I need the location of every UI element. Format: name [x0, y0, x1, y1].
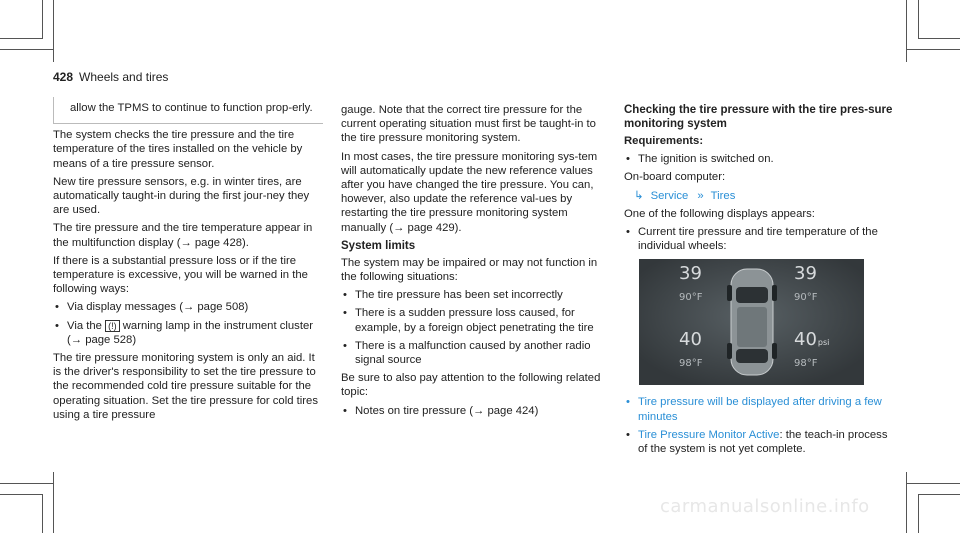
paragraph: One of the following displays appears:: [624, 207, 815, 220]
crop-mark: [0, 38, 42, 39]
crop-mark: [906, 472, 907, 533]
column-3: [624, 103, 896, 460]
section-title: Wheels and tires: [79, 70, 169, 84]
bullet-text: : the teach-in process of the system is not yet complete.: [638, 428, 888, 456]
crop-mark: [53, 0, 54, 62]
menu-path: [624, 189, 896, 203]
link-monitor-active[interactable]: Tire Pressure Monitor Active: [638, 428, 780, 441]
tire-pressure-display: [639, 259, 864, 385]
bullet-item: • Current tire pressure and tire temperature of the individual wheels:: [624, 225, 896, 253]
bullet-item: • Via display messages (→ page 508): [53, 300, 323, 314]
crop-mark: [918, 494, 960, 495]
crop-mark: [906, 49, 960, 50]
pressure-unit: psi: [817, 338, 830, 348]
double-chevron-icon: »: [697, 189, 704, 202]
watermark: carmanualsonline.info: [660, 496, 870, 517]
rear-right-pressure-value: 40: [794, 329, 817, 351]
front-right-pressure: 39: [794, 263, 817, 285]
paragraph: The tire pressure and the tire temperature appear in the multifunction display (→ page 428).: [53, 222, 313, 249]
front-left-temperature: 90°F: [679, 292, 703, 304]
crop-mark: [918, 494, 919, 533]
bullet-text: warning lamp in the instrument cluster (→ page 528): [67, 319, 313, 346]
paragraph: gauge. Note that the correct tire pressure for the current operating situation must first be taught-in to the tire pressure monitoring system.: [341, 104, 596, 145]
bullet-item: • The tire pressure has been set incorrectly: [341, 288, 606, 302]
section-heading: Checking the tire pressure with the tire pres-sure monitoring system: [624, 104, 893, 130]
requirements-label: Requirements:: [624, 135, 704, 147]
menu-tires[interactable]: Tires: [710, 189, 736, 202]
crop-mark: [0, 483, 54, 484]
crop-mark: [53, 472, 54, 533]
crop-mark: [42, 0, 43, 39]
crop-mark: [0, 494, 42, 495]
bullet-item: • Notes on tire pressure (→ page 424): [341, 404, 606, 418]
rear-right-pressure: [794, 329, 830, 351]
bullet-text: Via the: [67, 319, 102, 332]
paragraph: In most cases, the tire pressure monitoring sys-tem will automatically update the new reference values after you have changed the tire pressure. You can, however, also update the reference val-ues by restarting the tire pressure monitoring system manually (→ page 429).: [341, 150, 598, 234]
section-heading: System limits: [341, 239, 416, 252]
crop-mark: [42, 494, 43, 533]
paragraph: New tire pressure sensors, e.g. in winter tires, are automatically taught-in during the first jour-ney they are used.: [53, 175, 310, 217]
column-1: [53, 97, 323, 426]
menu-arrow-icon: ↳: [634, 189, 644, 202]
paragraph: The tire pressure monitoring system is only an aid. It is the driver's responsibility to set the tire pressure to the recommended cold tire pressure suitable for the operating situation. Set the tire pressure for cold tires using a tire pressure: [53, 352, 318, 421]
crop-mark: [906, 483, 960, 484]
bullet-item: • There is a sudden pressure loss caused, for example, by a foreign object penetrating the tire: [341, 306, 606, 334]
rear-left-pressure: 40: [679, 329, 702, 351]
paragraph: Be sure to also pay attention to the following related topic:: [341, 372, 601, 399]
car-top-view-icon: [727, 267, 777, 377]
front-left-pressure: 39: [679, 263, 702, 285]
note-continuation: allow the TPMS to continue to function prop-erly.: [53, 97, 323, 124]
computer-label: On-board computer:: [624, 171, 726, 184]
crop-mark: [0, 49, 54, 50]
crop-mark: [906, 0, 907, 62]
bullet-item: • There is a malfunction caused by another radio signal source: [341, 339, 606, 367]
tire-warning-icon: (!): [105, 320, 120, 332]
link-pressure-after-driving[interactable]: • Tire pressure will be displayed after driving a few minutes: [624, 395, 896, 423]
rear-right-temperature: 98°F: [794, 358, 818, 370]
paragraph: If there is a substantial pressure loss or if the tire temperature is excessive, you will be warned in the following ways:: [53, 254, 308, 296]
rear-left-temperature: 98°F: [679, 358, 703, 370]
bullet-item: [624, 428, 896, 456]
column-2: [341, 103, 606, 422]
bullet-item: [53, 319, 323, 347]
crop-mark: [918, 38, 960, 39]
paragraph: The system checks the tire pressure and the tire temperature of the tires installed on the vehicle by means of a tire pressure sensor.: [53, 129, 303, 170]
page-header: [53, 70, 168, 84]
bullet-item: • The ignition is switched on.: [624, 152, 896, 166]
menu-service[interactable]: Service: [650, 189, 689, 202]
paragraph: The system may be impaired or may not function in the following situations:: [341, 256, 598, 284]
crop-mark: [918, 0, 919, 39]
front-right-temperature: 90°F: [794, 292, 818, 304]
page-number: 428: [53, 70, 74, 84]
